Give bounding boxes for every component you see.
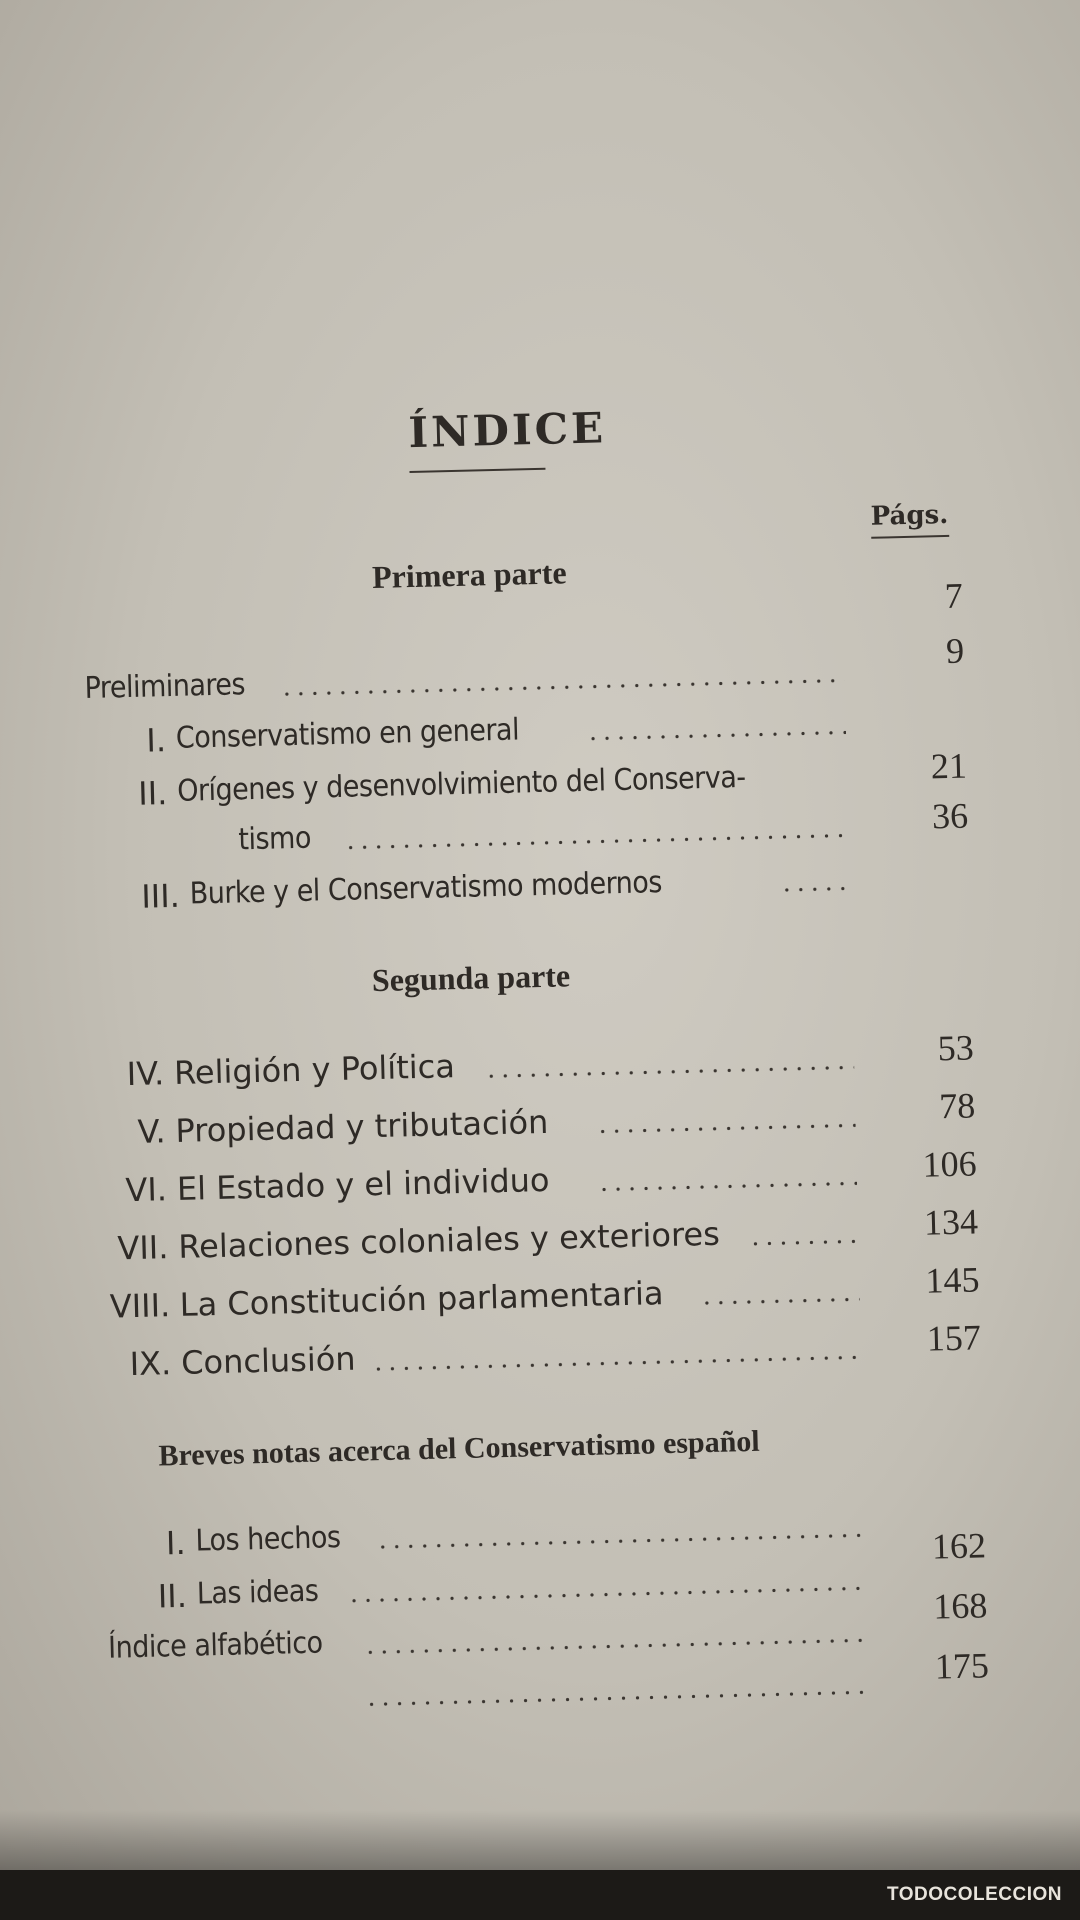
dot-leader [347,1586,867,1603]
dot-leader [371,1355,861,1371]
entry-label: Relaciones coloniales y exteriores [177,1214,721,1266]
dot-leader [748,1239,858,1246]
dot-leader [484,1065,854,1078]
pages-column-header: Págs. [870,499,949,532]
page-number: 21 [930,745,968,787]
entry-numeral: VI. [125,1170,168,1210]
entry-label: Conservatismo en general [175,712,520,756]
page-number: 157 [926,1317,982,1359]
page-number: 106 [922,1143,978,1185]
entry-numeral: IV. [126,1054,165,1094]
entry-label: tismo [238,820,312,858]
entry-label: Orígenes y desenvolvimiento del Conserva- [176,759,746,809]
dot-leader [363,1638,868,1654]
entry-label: Los hechos [195,1520,341,1559]
page-number: 134 [923,1201,979,1243]
toc-entry [11,1317,992,1394]
part-3-heading: Breves notas acerca del Conservatismo español [158,1424,761,1473]
entry-numeral: V. [137,1112,167,1151]
page-number: 53 [937,1027,975,1069]
watermark: TODOCOLECCION [886,1884,1062,1905]
page-number: 162 [931,1525,987,1567]
entry-label: Propiedad y tributación [175,1102,549,1150]
part-2-heading: Segunda parte [371,957,571,999]
dot-leader [700,1297,860,1305]
toc-entry [8,1201,989,1278]
index-title: ÍNDICE [407,403,607,458]
page-number: 78 [938,1085,976,1127]
dot-leader [780,886,850,892]
part-1-heading: Primera parte [371,554,568,596]
title-underline [409,468,545,473]
pages-header-underline [871,535,949,539]
entry-numeral: II. [157,1576,188,1616]
entry-numeral: VII. [116,1228,169,1268]
dot-leader [596,1123,856,1133]
entry-label: Conclusión [180,1339,357,1382]
dot-leader [376,1533,866,1549]
page-number: 9 [945,630,965,671]
toc-entry [7,1143,988,1220]
dot-leader [280,678,845,696]
entry-numeral: VIII. [109,1286,171,1326]
entry-label: El Estado y el individuo [176,1160,550,1208]
page-number: 168 [932,1585,988,1627]
entry-label: Burke y el Conservatismo modernos [189,865,663,912]
toc-entry [4,1027,985,1104]
dot-leader [586,730,846,740]
entry-numeral: I. [145,721,167,760]
page-shadow [0,1810,1080,1870]
entry-label: Religión y Política [173,1047,456,1092]
toc-entry [9,1259,990,1336]
entry-label: Las ideas [196,1573,319,1612]
page-number: 36 [931,795,969,837]
entry-numeral: IX. [129,1344,172,1384]
page-number: 175 [934,1645,990,1687]
page-number: 145 [924,1259,980,1301]
page-number: 7 [944,575,964,617]
dot-leader [365,1690,870,1706]
entry-numeral: I. [165,1523,187,1563]
dot-leader [344,833,849,849]
entry-numeral: III. [140,876,181,916]
entry-label: Preliminares [84,667,246,707]
entry-numeral: II. [137,774,168,813]
toc-entry [5,1085,986,1162]
entry-label: La Constitución parlamentaria [179,1274,664,1324]
dot-leader [597,1181,857,1191]
entry-label: Índice alfabético [107,1625,323,1666]
